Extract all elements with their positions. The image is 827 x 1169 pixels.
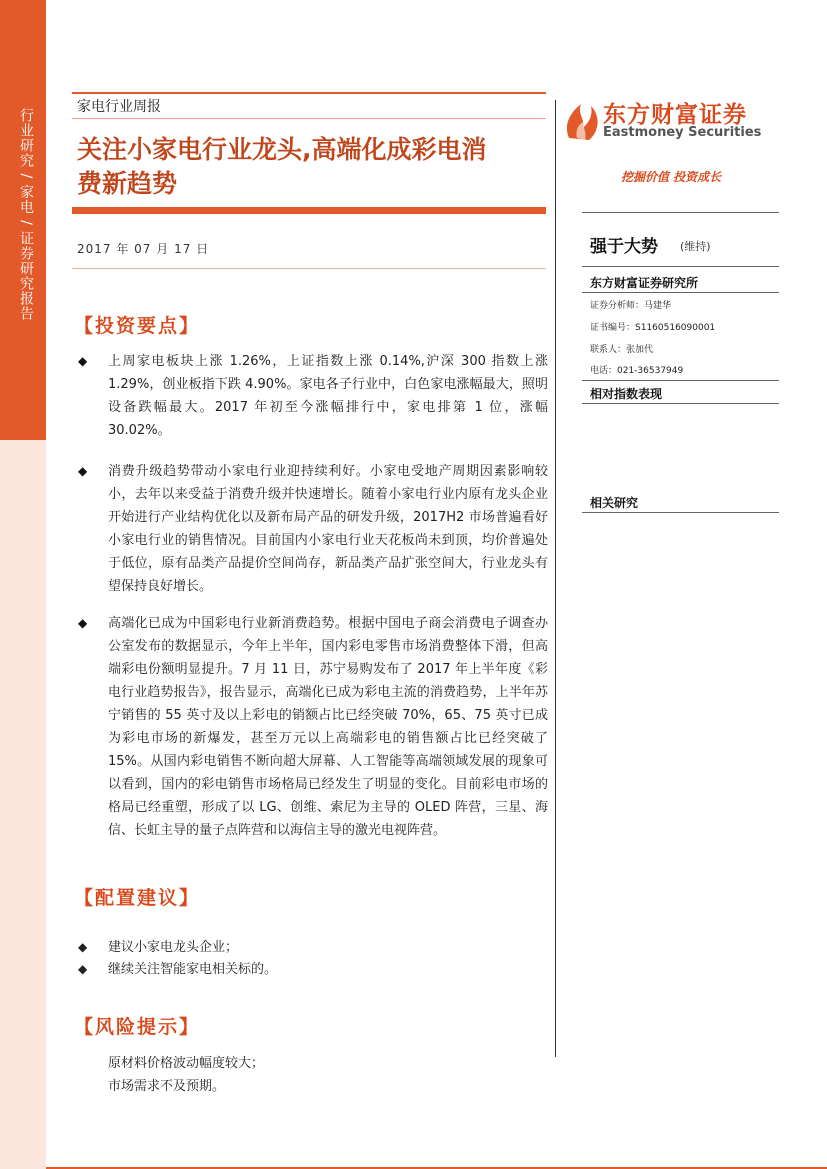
institute-name: 东方财富证券研究所 [590,276,699,290]
analyst-name: 证券分析师：马建华 [590,301,672,311]
cert-number: 证书编号：S1160516090001 [590,323,716,333]
diamond-icon: ◆ [78,616,88,630]
bullet-item [78,350,548,442]
brand-name-cn: 东方财富证券 [603,102,747,128]
contact-phone: 电话：021-36537949 [590,366,684,376]
right-rule [582,212,779,213]
column-divider [555,100,556,1057]
right-rule [582,512,779,513]
diamond-icon: ◆ [78,940,88,954]
brand-slogan: 挖掘价值 投资成长 [621,170,722,184]
contact-person: 联系人：张加代 [590,345,654,355]
bullet-text: 高端化已成为中国彩电行业新消费趋势。根据中国电子商会消费电子调查办公室发布的数据显示，今年上半年，国内彩电零售市场消费整体下滑，但高端彩电份额明显提升。7 月 11 日，苏宁易购发布了 2017 年上半年度《彩电行业趋势报告》，报告显示，高端化已成为彩电主流的消费趋势，上半年苏宁销售的 55 英寸及以上彩电的销额占比已经突破 70%，65、75 英寸已成为彩电市场的新爆发，甚至万元以上高端彩电的销售额占比已经突破了 15%。从国内彩电销售不断向超大屏幕、人工智能等高端领域发展的现象可以看到，国内的彩电销售市场格局已经发生了明显的变化。目前彩电市场的格局已经重塑，形成了以 LG、创维、索尼为主导的 OLED 阵营，三星、海信、长虹主导的量子点阵营和以海信主导的激光电视阵营。 [108,616,548,838]
allocation-text: 继续关注智能家电相关标的。 [108,962,278,977]
bullet-item [78,612,548,842]
diamond-icon: ◆ [78,464,88,478]
risk-item: 原材料价格波动幅度较大； [108,1056,265,1071]
section-invest-points: 【投资要点】 [74,315,201,337]
allocation-item [78,936,238,959]
title-line-2: 费新趋势 [77,169,178,198]
sidebar-category-text: 行业研究 / 家电 / 证券研究报告 [18,108,34,322]
related-research-heading: 相关研究 [590,496,639,510]
date-rule [72,268,546,269]
header-rule-thin [72,118,546,119]
risk-item: 市场需求不及预期。 [108,1079,226,1094]
sidebar-band-light [0,440,46,1169]
report-date: 2017 年 07 月 17 日 [77,242,210,256]
bullet-item [78,460,548,598]
right-rule [582,266,779,267]
section-risk: 【风险提示】 [74,1016,201,1038]
index-performance-heading: 相对指数表现 [590,387,663,401]
diamond-icon: ◆ [78,962,88,976]
report-type: 家电行业周报 [77,99,161,115]
allocation-item [78,958,277,981]
allocation-text: 建议小家电龙头企业； [108,940,239,955]
right-rule [582,380,779,381]
title-underline [72,207,546,214]
bullet-text: 上周家电板块上涨 1.26%，上证指数上涨 0.14%,沪深 300 指数上涨 1.29%，创业板指下跌 4.90%。家电各子行业中，白色家电涨幅最大，照明设备跌幅最大。2017 年初至今涨幅排行中，家电排第 1 位，涨幅 30.02%。 [108,354,548,438]
page-title [77,133,547,201]
header-rule-top [72,92,546,94]
right-rule [582,292,779,293]
right-rule [582,403,779,404]
rating-note: (维持) [680,240,711,253]
bullet-text: 消费升级趋势带动小家电行业迎持续利好。小家电受地产周期因素影响较小，去年以来受益于消费升级并快速增长。随着小家电行业内原有龙头企业开始进行产业结构优化以及新布局产品的研发升级，2017H2 市场普遍看好小家电行业的销售情况。目前国内小家电行业天花板尚未到顶，均价普遍处于低位，原有品类产品提价空间尚存，新品类产品扩张空间大，行业龙头有望保持良好增长。 [108,464,548,594]
section-allocation: 【配置建议】 [74,887,201,909]
brand-name-en: Eastmoney Securities [603,125,762,140]
title-line-1: 关注小家电行业龙头,高端化成彩电消 [77,135,487,164]
diamond-icon: ◆ [78,354,88,368]
rating-value: 强于大势 [590,237,658,257]
